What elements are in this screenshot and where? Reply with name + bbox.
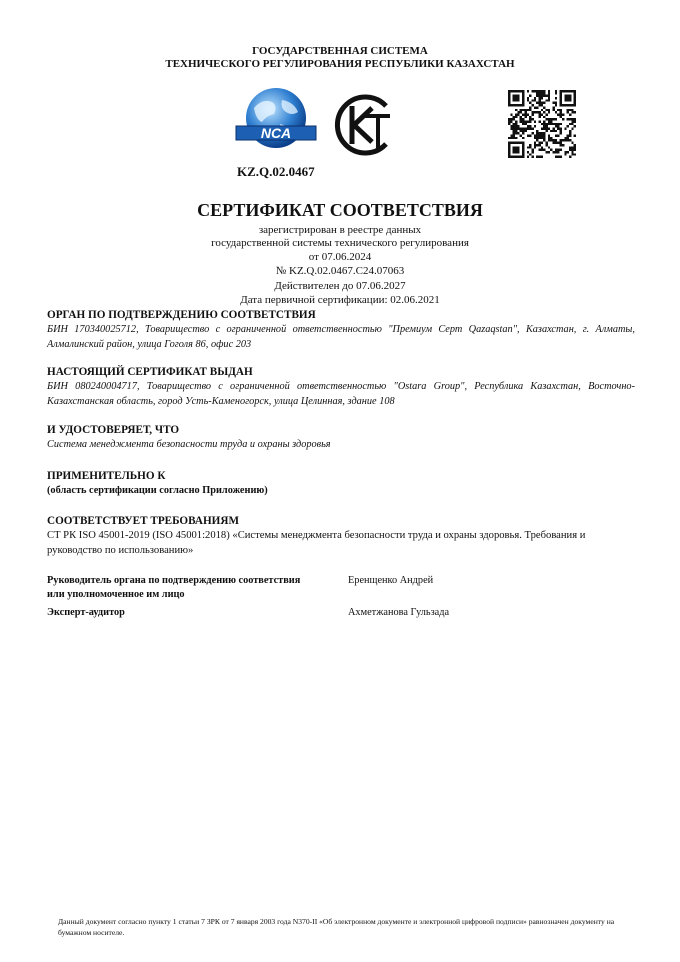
certificate-title: СЕРТИФИКАТ СООТВЕТСТВИЯ bbox=[197, 200, 483, 220]
applicable-text: (область сертификации согласно Приложению) bbox=[47, 485, 268, 496]
certification-body-text: БИН 170340025712, Товарищество с ограниченной ответственностью "Премиум Серт Qazaqstan", Казахстан, г. Алматы, Алмалинский район, улица Гоголя 86, офис 203 bbox=[47, 324, 635, 350]
registration-line-1: зарегистрирован в реестре данных bbox=[258, 224, 422, 236]
head-signatory-name: Еренщенко Андрей bbox=[348, 575, 434, 586]
header-line-1: ГОСУДАРСТВЕННАЯ СИСТЕМА bbox=[252, 45, 428, 57]
accreditation-code: KZ.Q.02.0467 bbox=[237, 164, 315, 179]
certifies-heading: И УДОСТОВЕРЯЕТ, ЧТО bbox=[47, 424, 180, 436]
registration-number: № KZ.Q.02.0467.C24.07063 bbox=[275, 265, 405, 277]
header-line-2: ТЕХНИЧЕСКОГО РЕГУЛИРОВАНИЯ РЕСПУБЛИКИ КАЗАХСТАН bbox=[165, 58, 515, 70]
qr-code bbox=[508, 90, 576, 158]
expert-auditor-label: Эксперт-аудитор bbox=[47, 607, 125, 618]
applicable-heading: ПРИМЕНИТЕЛЬНО К bbox=[47, 470, 166, 482]
nca-logo bbox=[232, 86, 320, 158]
expert-auditor-name: Ахметжанова Гульзада bbox=[348, 607, 450, 618]
certifies-text: Система менеджмента безопасности труда и охраны здоровья bbox=[47, 439, 331, 450]
certification-body-heading: ОРГАН ПО ПОДТВЕРЖДЕНИЮ СООТВЕТСТВИЯ bbox=[47, 309, 316, 321]
registration-date: от 07.06.2024 bbox=[308, 251, 372, 263]
first-certification-date: Дата первичной сертификации: 02.06.2021 bbox=[240, 294, 440, 306]
head-signatory-label: Руководитель органа по подтверждению соответствия или уполномоченное им лицо bbox=[47, 575, 301, 600]
legal-footnote: Данный документ согласно пункту 1 статьи 7 ЗРК от 7 января 2003 года N370-II «Об электронном документе и электронной цифровой подписи» равнозначен документу на бумажном носителе. bbox=[58, 917, 615, 937]
kt-conformity-mark bbox=[332, 92, 396, 158]
issued-to-text: БИН 080240004717, Товарищество с ограниченной ответственностью "Ostara Group", Республика Казахстан, Восточно-Казахстанская область, город Усть-Каменогорск, улица Целинная, здание 108 bbox=[47, 381, 635, 407]
nca-logo-text: NCA bbox=[260, 125, 292, 141]
issued-to-heading: НАСТОЯЩИЙ СЕРТИФИКАТ ВЫДАН bbox=[47, 366, 253, 378]
complies-text: СТ РК ISO 45001-2019 (ISO 45001:2018) «Системы менеджмента безопасности труда и охраны здоровья. Требования и руководство по использованию» bbox=[47, 530, 586, 556]
registration-line-2: государственной системы технического регулирования bbox=[211, 237, 469, 249]
complies-heading: СООТВЕТСТВУЕТ ТРЕБОВАНИЯМ bbox=[47, 515, 240, 527]
valid-until: Действителен до 07.06.2027 bbox=[274, 280, 406, 292]
